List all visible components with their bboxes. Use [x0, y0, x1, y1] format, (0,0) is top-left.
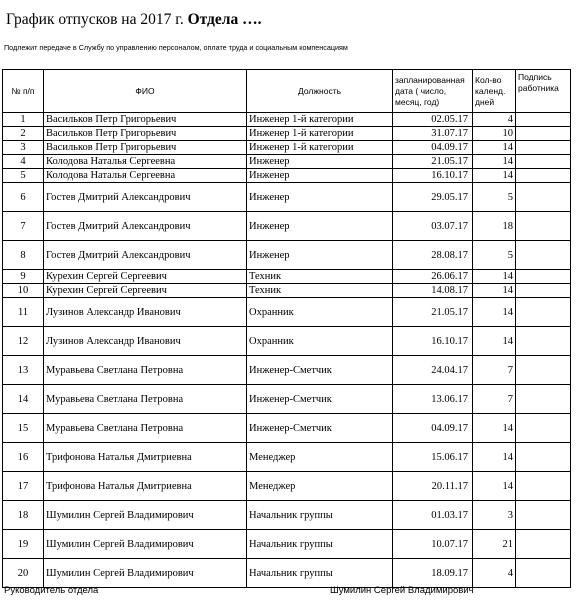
cell-date: 14.08.17 [393, 284, 473, 298]
cell-position: Начальник группы [247, 530, 393, 559]
cell-date: 28.08.17 [393, 241, 473, 270]
header-days: Кол-во календ. дней [473, 70, 516, 113]
cell-signature [516, 270, 571, 284]
cell-date: 21.05.17 [393, 155, 473, 169]
cell-date: 20.11.17 [393, 472, 473, 501]
cell-position: Инженер 1-й категории [247, 127, 393, 141]
cell-signature [516, 298, 571, 327]
header-position: Должность [247, 70, 393, 113]
table-row [3, 530, 571, 559]
header-num: № п/п [3, 70, 44, 113]
cell-date: 15.06.17 [393, 443, 473, 472]
cell-position: Инженер-Сметчик [247, 414, 393, 443]
cell-fio: Трифонова Наталья Дмитриевна [44, 443, 247, 472]
cell-date: 10.07.17 [393, 530, 473, 559]
document-title [6, 11, 261, 29]
cell-signature [516, 501, 571, 530]
cell-num: 8 [3, 241, 44, 270]
cell-signature [516, 169, 571, 183]
cell-fio: Лузинов Александр Иванович [44, 327, 247, 356]
cell-position: Инженер 1-й категории [247, 113, 393, 127]
table-row [3, 155, 571, 169]
cell-signature [516, 530, 571, 559]
cell-date: 16.10.17 [393, 169, 473, 183]
title-department: Отдела …. [187, 11, 262, 28]
cell-num: 1 [3, 113, 44, 127]
cell-num: 20 [3, 559, 44, 588]
cell-fio: Васильков Петр Григорьевич [44, 127, 247, 141]
vacation-schedule-table [2, 69, 571, 588]
cell-signature [516, 327, 571, 356]
table-row [3, 385, 571, 414]
cell-num: 13 [3, 356, 44, 385]
cell-num: 10 [3, 284, 44, 298]
cell-signature [516, 241, 571, 270]
cell-fio: Гостев Дмитрий Александрович [44, 183, 247, 212]
cell-days: 5 [473, 183, 516, 212]
cell-num: 6 [3, 183, 44, 212]
cell-date: 18.09.17 [393, 559, 473, 588]
cell-fio: Муравьева Светлана Петровна [44, 414, 247, 443]
cell-position: Охранник [247, 298, 393, 327]
cell-position: Начальник группы [247, 501, 393, 530]
cell-num: 5 [3, 169, 44, 183]
cell-days: 14 [473, 327, 516, 356]
cell-date: 21.05.17 [393, 298, 473, 327]
table-row [3, 472, 571, 501]
cell-days: 14 [473, 414, 516, 443]
cell-position: Инженер [247, 169, 393, 183]
cell-signature [516, 472, 571, 501]
cell-position: Менеджер [247, 472, 393, 501]
cell-days: 10 [473, 127, 516, 141]
title-prefix: График отпусков на 2017 г. [6, 11, 184, 28]
cell-date: 24.04.17 [393, 356, 473, 385]
cell-days: 21 [473, 530, 516, 559]
cell-num: 3 [3, 141, 44, 155]
cell-position: Менеджер [247, 443, 393, 472]
cell-num: 16 [3, 443, 44, 472]
cell-signature [516, 559, 571, 588]
cell-num: 19 [3, 530, 44, 559]
cell-signature [516, 183, 571, 212]
cell-days: 5 [473, 241, 516, 270]
cell-num: 15 [3, 414, 44, 443]
table-row [3, 127, 571, 141]
cell-days: 14 [473, 443, 516, 472]
cell-position: Техник [247, 270, 393, 284]
cell-days: 14 [473, 141, 516, 155]
cell-fio: Васильков Петр Григорьевич [44, 113, 247, 127]
table-row [3, 183, 571, 212]
cell-num: 14 [3, 385, 44, 414]
header-signature: Подпись работника [516, 70, 571, 113]
cell-days: 7 [473, 356, 516, 385]
cell-date: 04.09.17 [393, 414, 473, 443]
cell-signature [516, 284, 571, 298]
cell-days: 14 [473, 298, 516, 327]
cell-fio: Шумилин Сергей Владимирович [44, 559, 247, 588]
cell-days: 3 [473, 501, 516, 530]
cell-signature [516, 113, 571, 127]
cell-signature [516, 414, 571, 443]
table-row [3, 501, 571, 530]
document-subtitle: Подлежит передаче в Службу по управлению персоналом, оплате труда и социальным компенсациям [4, 43, 348, 52]
cell-fio: Гостев Дмитрий Александрович [44, 241, 247, 270]
cell-signature [516, 141, 571, 155]
cell-date: 03.07.17 [393, 212, 473, 241]
cell-fio: Трифонова Наталья Дмитриевна [44, 472, 247, 501]
cell-days: 7 [473, 385, 516, 414]
cell-signature [516, 212, 571, 241]
cell-position: Инженер [247, 212, 393, 241]
cell-fio: Курехин Сергей Сергеевич [44, 284, 247, 298]
cell-days: 18 [473, 212, 516, 241]
cell-date: 01.03.17 [393, 501, 473, 530]
cell-fio: Шумилин Сергей Владимирович [44, 530, 247, 559]
cell-days: 14 [473, 155, 516, 169]
footer-role: Руководитель отдела [4, 585, 99, 596]
cell-days: 14 [473, 270, 516, 284]
table-row [3, 327, 571, 356]
table-row [3, 212, 571, 241]
cell-num: 9 [3, 270, 44, 284]
table-row [3, 414, 571, 443]
cell-date: 31.07.17 [393, 127, 473, 141]
cell-position: Техник [247, 284, 393, 298]
table-row [3, 356, 571, 385]
table-row [3, 298, 571, 327]
table-row [3, 270, 571, 284]
cell-fio: Курехин Сергей Сергеевич [44, 270, 247, 284]
cell-date: 29.05.17 [393, 183, 473, 212]
cell-num: 4 [3, 155, 44, 169]
cell-signature [516, 127, 571, 141]
table-row [3, 113, 571, 127]
cell-position: Инженер [247, 241, 393, 270]
cell-position: Охранник [247, 327, 393, 356]
cell-date: 02.05.17 [393, 113, 473, 127]
cell-days: 14 [473, 284, 516, 298]
table-row [3, 141, 571, 155]
cell-position: Инженер [247, 155, 393, 169]
cell-date: 16.10.17 [393, 327, 473, 356]
cell-num: 17 [3, 472, 44, 501]
cell-days: 4 [473, 559, 516, 588]
cell-date: 26.06.17 [393, 270, 473, 284]
table-row [3, 559, 571, 588]
cell-date: 04.09.17 [393, 141, 473, 155]
table-row [3, 169, 571, 183]
cell-fio: Муравьева Светлана Петровна [44, 385, 247, 414]
table-row [3, 241, 571, 270]
cell-fio: Васильков Петр Григорьевич [44, 141, 247, 155]
cell-position: Инженер-Сметчик [247, 356, 393, 385]
cell-position: Инженер [247, 183, 393, 212]
cell-position: Начальник группы [247, 559, 393, 588]
cell-fio: Лузинов Александр Иванович [44, 298, 247, 327]
table-header-row [3, 70, 571, 113]
cell-num: 7 [3, 212, 44, 241]
cell-num: 11 [3, 298, 44, 327]
cell-date: 13.06.17 [393, 385, 473, 414]
cell-signature [516, 155, 571, 169]
cell-num: 12 [3, 327, 44, 356]
table-row [3, 284, 571, 298]
cell-signature [516, 385, 571, 414]
header-fio: ФИО [44, 70, 247, 113]
cell-fio: Гостев Дмитрий Александрович [44, 212, 247, 241]
cell-fio: Шумилин Сергей Владимирович [44, 501, 247, 530]
cell-num: 18 [3, 501, 44, 530]
cell-days: 14 [473, 472, 516, 501]
cell-fio: Колодова Наталья Сергеевна [44, 169, 247, 183]
cell-signature [516, 356, 571, 385]
table-row [3, 443, 571, 472]
cell-signature [516, 443, 571, 472]
footer-name: Шумилин Сергей Владимирович [330, 585, 474, 596]
cell-days: 4 [473, 113, 516, 127]
cell-position: Инженер 1-й категории [247, 141, 393, 155]
cell-fio: Муравьева Светлана Петровна [44, 356, 247, 385]
cell-position: Инженер-Сметчик [247, 385, 393, 414]
cell-fio: Колодова Наталья Сергеевна [44, 155, 247, 169]
cell-num: 2 [3, 127, 44, 141]
header-date: запланированная дата ( число, месяц, год) [393, 70, 473, 113]
cell-days: 14 [473, 169, 516, 183]
